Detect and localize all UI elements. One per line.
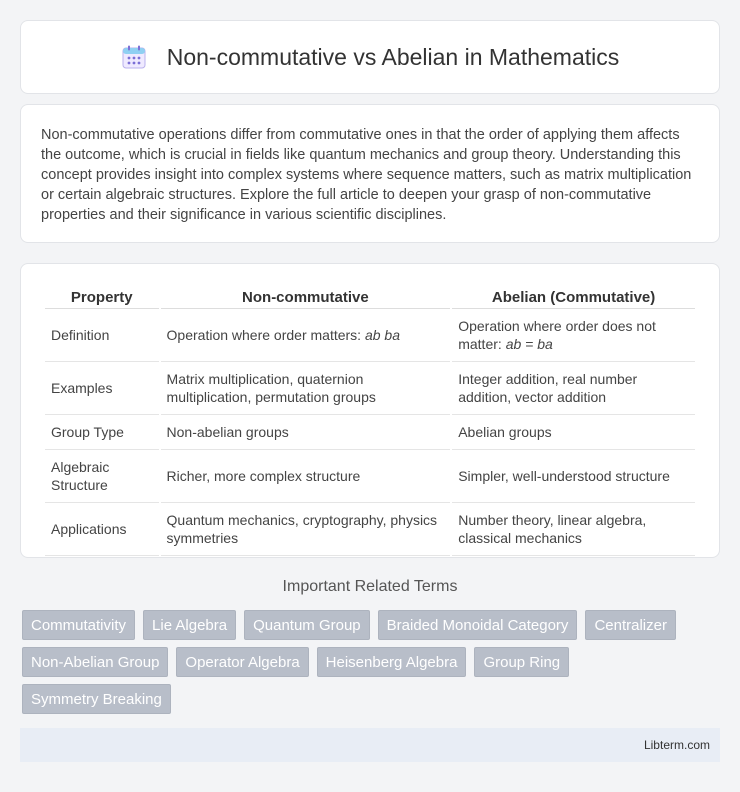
abelian-cell: Abelian groups: [452, 415, 695, 450]
cell-text: Operation where order does not matter:: [458, 318, 656, 352]
noncommutative-cell: Non-abelian groups: [161, 415, 451, 450]
abelian-cell: Simpler, well-understood structure: [452, 450, 695, 503]
abelian-cell: Number theory, linear algebra, classical mechanics: [452, 503, 695, 556]
column-header-noncommutative: Non-commutative: [161, 284, 451, 309]
cell-text: Operation where order matters:: [166, 327, 365, 343]
row-property-cell: Algebraic Structure: [45, 450, 159, 503]
page-title: Non-commutative vs Abelian in Mathematics: [166, 43, 620, 70]
row-property-cell: Definition: [45, 309, 159, 362]
related-term-tag[interactable]: Centralizer: [585, 610, 676, 640]
noncommutative-cell: Richer, more complex structure: [161, 450, 451, 503]
formula-text: ab ba: [364, 327, 400, 343]
related-term-tag[interactable]: Lie Algebra: [143, 610, 236, 640]
related-term-tag[interactable]: Heisenberg Algebra: [317, 647, 467, 677]
formula-text: ab = ba: [505, 336, 553, 352]
table-header-row: [45, 284, 695, 309]
related-term-tag[interactable]: Quantum Group: [244, 610, 370, 640]
noncommutative-cell: [161, 309, 451, 362]
noncommutative-cell: Quantum mechanics, cryptography, physics symmetries: [161, 503, 451, 556]
related-term-tag[interactable]: Group Ring: [474, 647, 569, 677]
footer-site-link[interactable]: Libterm.com: [643, 738, 710, 752]
related-term-tag[interactable]: Non-Abelian Group: [22, 647, 168, 677]
header-card: [20, 20, 720, 94]
related-terms-title: Important Related Terms: [282, 578, 458, 595]
abelian-cell: Integer addition, real number addition, vector addition: [452, 362, 695, 415]
related-term-tag[interactable]: Symmetry Breaking: [22, 684, 171, 714]
related-term-tag[interactable]: Operator Algebra: [176, 647, 308, 677]
column-header-abelian: Abelian (Commutative): [452, 284, 695, 309]
footer: [20, 728, 720, 762]
related-term-tag[interactable]: Braided Monoidal Category: [378, 610, 578, 640]
table-row: [45, 362, 695, 415]
intro-text: Non-commutative operations differ from commutative ones in that the order of applying them affects the outcome, which is crucial in fields like quantum mechanics and group theory. Understanding this concept provides insight into complex systems where sequence matters, such as matrix multiplication or certain algebraic structures. Explore the full article to deepen your grasp of non-commutative properties and their significance in various scientific disciplines.: [41, 127, 692, 223]
comparison-table-card: [20, 263, 720, 558]
abelian-cell: [452, 309, 695, 362]
table-row: [45, 309, 695, 362]
comparison-table: [43, 284, 697, 556]
row-property-cell: Examples: [45, 362, 159, 415]
table-row: [45, 450, 695, 503]
row-property-cell: Applications: [45, 503, 159, 556]
table-row: [45, 415, 695, 450]
row-property-cell: Group Type: [45, 415, 159, 450]
table-row: [45, 503, 695, 556]
calendar-icon: [121, 44, 147, 70]
related-term-tag[interactable]: Commutativity: [22, 610, 135, 640]
related-terms-list: [22, 610, 722, 714]
intro-card: [20, 104, 720, 243]
column-header-property: Property: [45, 284, 159, 309]
noncommutative-cell: Matrix multiplication, quaternion multiplication, permutation groups: [161, 362, 451, 415]
